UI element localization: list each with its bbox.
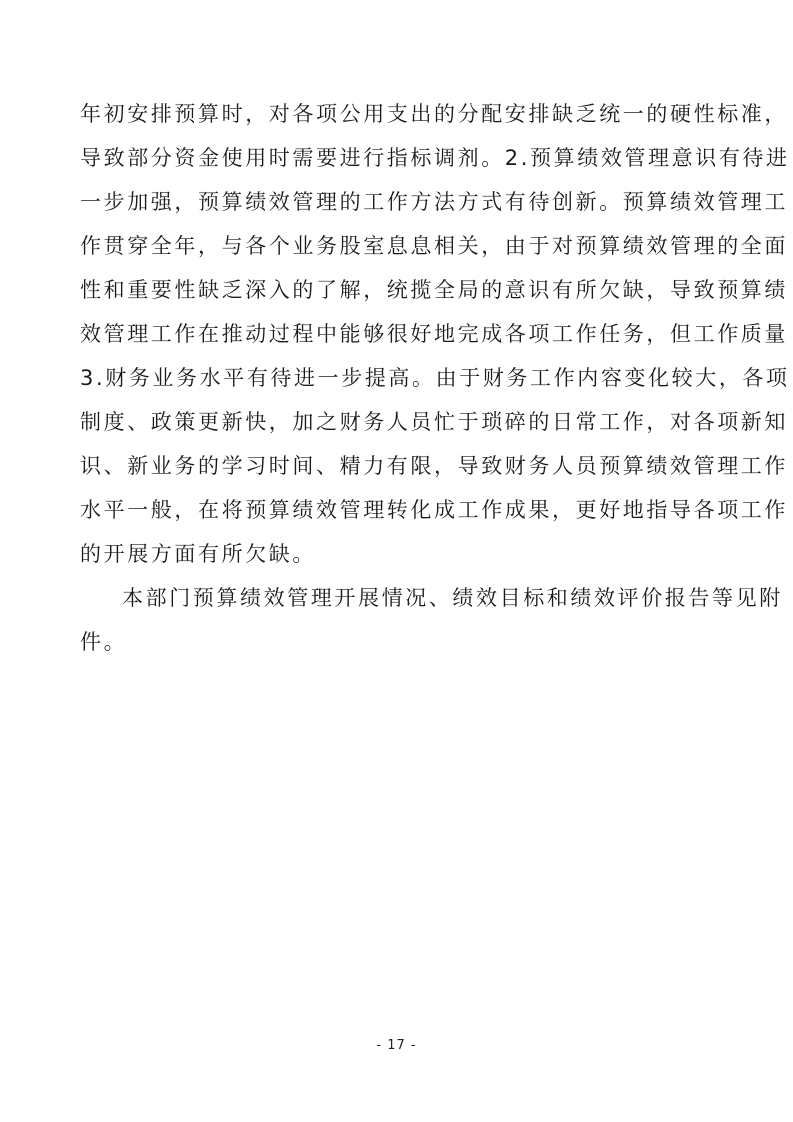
text-line: 识、新业务的学习时间、精力有限，导致财务人员预算绩效管理工作 (80, 454, 788, 478)
text-line: 作贯穿全年，与各个业务股室息息相关，由于对预算绩效管理的全面 (80, 234, 788, 258)
text-line: 效管理工作在推动过程中能够很好地完成各项工作任务，但工作质量 (80, 322, 788, 346)
text-line: 性和重要性缺乏深入的了解，统揽全局的意识有所欠缺，导致预算绩 (80, 278, 788, 302)
text-line: 3.财务业务水平有待进一步提高。由于财务工作内容变化较大，各项 (80, 366, 790, 390)
text-line: 导致部分资金使用时需要进行指标调剂。2.预算绩效管理意识有待进 (80, 146, 790, 170)
text-line: 的开展方面有所欠缺。 (80, 542, 316, 566)
text-line: 制度、政策更新快，加之财务人员忙于琐碎的日常工作，对各项新知 (80, 410, 788, 434)
text-line: 件。 (80, 630, 128, 654)
text-line: 年初安排预算时，对各项公用支出的分配安排缺乏统一的硬性标准， (80, 102, 788, 126)
text-line: 水平一般，在将预算绩效管理转化成工作成果，更好地指导各项工作 (80, 498, 788, 522)
text-line: 一步加强，预算绩效管理的工作方法方式有待创新。预算绩效管理工 (80, 190, 788, 214)
paragraph-first-line: 本部门预算绩效管理开展情况、绩效目标和绩效评价报告等见附 (122, 586, 783, 610)
page-number: - 17 - (376, 1038, 417, 1053)
